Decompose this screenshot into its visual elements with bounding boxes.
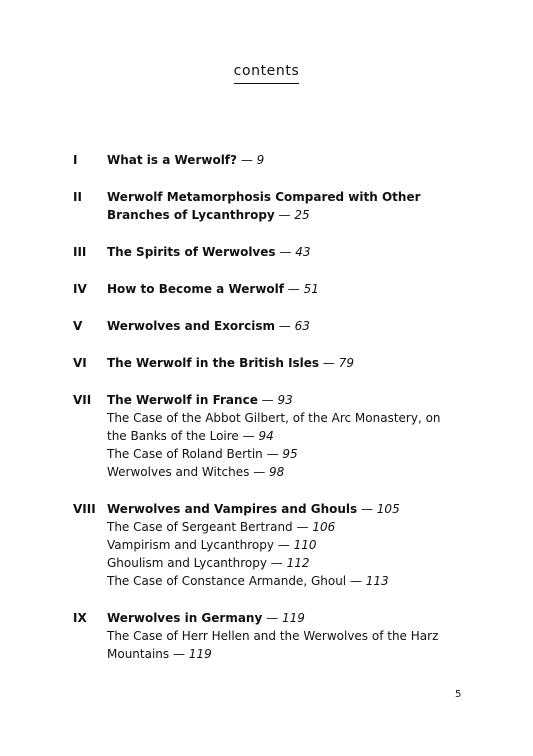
subentry: Werwolves and Witches — 98 (107, 465, 285, 479)
chapter-page: 43 (295, 245, 311, 259)
chapter-title: Werwolves and Exorcism (107, 319, 275, 333)
chapter-number: V (73, 319, 83, 333)
chapter-number: III (73, 245, 87, 259)
chapter-body (107, 280, 453, 298)
subentry-title: The Case of Roland Bertin (107, 447, 263, 461)
chapter-title: The Werwolf in the British Isles (107, 356, 320, 370)
subentry-title: The Case of Herr Hellen and the Werwolves of the Harz Mountains (107, 629, 439, 661)
subentry-title: Ghoulism and Lycanthropy (107, 556, 267, 570)
chapter-page: 79 (338, 356, 354, 370)
chapter-number: VI (73, 356, 87, 370)
subentry: The Case of Sergeant Bertrand — 106 (107, 520, 336, 534)
subentry: The Case of the Abbot Gilbert, of the Arc Monastery, on the Banks of the Loire — 94 (107, 411, 441, 443)
subentry: Ghoulism and Lycanthropy — 112 (107, 556, 310, 570)
subentry-title: Werwolves and Witches (107, 465, 250, 479)
subentry-title: Vampirism and Lycanthropy (107, 538, 274, 552)
subentry-page: 95 (282, 447, 298, 461)
toc-entry-9 (73, 609, 453, 663)
subentry-title: The Case of Sergeant Bertrand (107, 520, 293, 534)
chapter-body (107, 317, 453, 335)
toc-entry-3 (73, 243, 453, 261)
chapter-line: Werwolves and Exorcism — 63 (107, 319, 310, 333)
subentry-page: 98 (269, 465, 285, 479)
chapter-page: 119 (281, 611, 305, 625)
subentry-title: The Case of the Abbot Gilbert, of the Arc Monastery, on the Banks of the Loire (107, 411, 441, 443)
chapter-title: The Spirits of Werwolves (107, 245, 276, 259)
subentry: The Case of Roland Bertin — 95 (107, 447, 298, 461)
toc-entry-5 (73, 317, 453, 335)
chapter-line: The Spirits of Werwolves — 43 (107, 245, 311, 259)
subentry-page: 112 (286, 556, 310, 570)
chapter-body (107, 391, 453, 481)
toc-entry-2 (73, 188, 453, 224)
chapter-line: The Werwolf in the British Isles — 79 (107, 356, 354, 370)
chapter-title: Werwolves and Vampires and Ghouls (107, 502, 358, 516)
chapter-body (107, 188, 453, 224)
subentry-page: 106 (312, 520, 336, 534)
chapter-line: How to Become a Werwolf — 51 (107, 282, 319, 296)
chapter-body (107, 243, 453, 261)
chapter-title: Werwolf Metamorphosis Compared with Other Branches of Lycanthropy (107, 190, 421, 222)
subentry-page: 113 (365, 574, 389, 588)
chapter-body (107, 500, 453, 590)
page-number: 5 (455, 689, 462, 700)
chapter-page: 93 (277, 393, 293, 407)
subentry: The Case of Constance Armande, Ghoul — 113 (107, 574, 389, 588)
chapter-title: How to Become a Werwolf (107, 282, 284, 296)
chapter-line: Werwolves and Vampires and Ghouls — 105 (107, 502, 400, 516)
chapter-line: The Werwolf in France — 93 (107, 393, 293, 407)
toc-entry-1 (73, 151, 453, 169)
title-wrap (0, 60, 533, 84)
subentry-page: 119 (188, 647, 212, 661)
chapter-number: IV (73, 282, 87, 296)
subentry-title: The Case of Constance Armande, Ghoul (107, 574, 347, 588)
chapter-title: The Werwolf in France (107, 393, 258, 407)
toc-entry-4 (73, 280, 453, 298)
chapter-page: 25 (294, 208, 310, 222)
chapter-number: II (73, 190, 82, 204)
table-of-contents (73, 151, 453, 682)
subentry-page: 94 (258, 429, 274, 443)
chapter-title: Werwolves in Germany (107, 611, 263, 625)
chapter-line: Werwolves in Germany — 119 (107, 611, 305, 625)
toc-entry-8 (73, 500, 453, 590)
subentry: Vampirism and Lycanthropy — 110 (107, 538, 317, 552)
chapter-body (107, 354, 453, 372)
chapter-page: 51 (303, 282, 319, 296)
chapter-line: What is a Werwolf? — 9 (107, 153, 265, 167)
chapter-body (107, 151, 453, 169)
chapter-number: VII (73, 393, 92, 407)
chapter-title: What is a Werwolf? (107, 153, 237, 167)
chapter-body (107, 609, 453, 663)
chapter-number: I (73, 153, 78, 167)
chapter-page: 105 (376, 502, 400, 516)
chapter-number: VIII (73, 502, 96, 516)
chapter-number: IX (73, 611, 87, 625)
subentry: The Case of Herr Hellen and the Werwolves of the Harz Mountains — 119 (107, 629, 439, 661)
toc-entry-7 (73, 391, 453, 481)
chapter-page: 9 (256, 153, 265, 167)
subentry-page: 110 (293, 538, 317, 552)
contents-title: contents (234, 63, 300, 84)
toc-entry-6 (73, 354, 453, 372)
chapter-page: 63 (294, 319, 310, 333)
chapter-line: Werwolf Metamorphosis Compared with Other Branches of Lycanthropy — 25 (107, 190, 421, 222)
